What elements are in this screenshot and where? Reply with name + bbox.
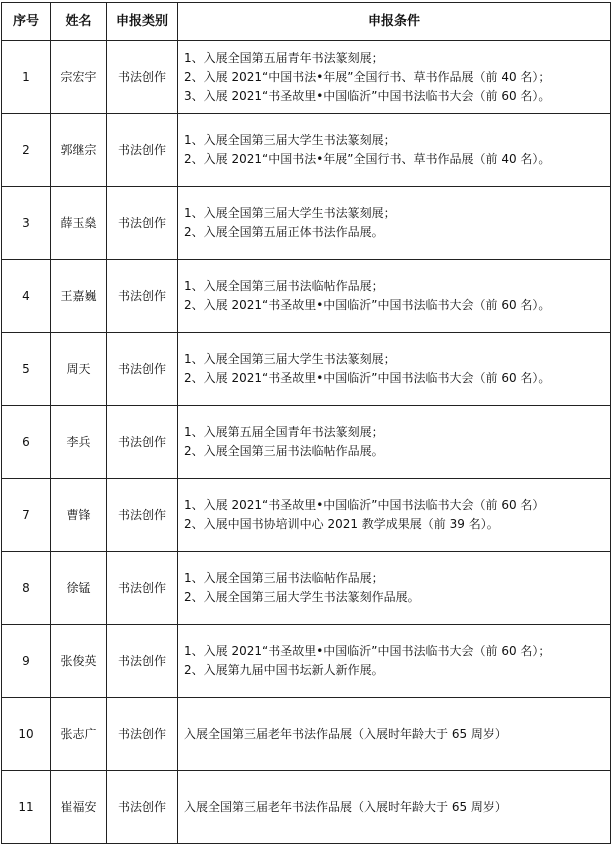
application-category: 书法创作 [107, 187, 178, 260]
applicant-name: 王嘉巍 [51, 260, 107, 333]
condition-line: 2、入展中国书协培训中心 2021 教学成果展（前 39 名）。 [184, 517, 499, 531]
condition-line: 入展全国第三届老年书法作品展（入展时年龄大于 65 周岁） [184, 726, 507, 741]
application-category: 书法创作 [107, 406, 178, 479]
row-number: 6 [2, 406, 51, 479]
application-conditions [178, 406, 611, 479]
condition-line: 2、入展全国第三届书法临帖作品展。 [184, 444, 384, 458]
row-number: 8 [2, 552, 51, 625]
application-category: 书法创作 [107, 114, 178, 187]
application-conditions [178, 41, 611, 114]
application-conditions [178, 552, 611, 625]
application-category: 书法创作 [107, 479, 178, 552]
row-number: 5 [2, 333, 51, 406]
applicant-name: 张俊英 [51, 625, 107, 698]
condition-line: 2、入展 2021“书圣故里•中国临沂”中国书法临书大会（前 60 名）。 [184, 298, 551, 312]
application-category: 书法创作 [107, 41, 178, 114]
table-row [2, 333, 611, 406]
application-conditions [178, 114, 611, 187]
application-conditions [178, 698, 611, 771]
application-conditions [178, 479, 611, 552]
application-conditions [178, 771, 611, 844]
condition-line: 1、入展 2021“书圣故里•中国临沂”中国书法临书大会（前 60 名）； [184, 644, 551, 658]
condition-line: 1、入展全国第三届书法临帖作品展； [184, 571, 384, 585]
application-conditions [178, 625, 611, 698]
row-number: 4 [2, 260, 51, 333]
application-conditions [178, 333, 611, 406]
table-row [2, 479, 611, 552]
applicant-name: 周天 [51, 333, 107, 406]
condition-line: 入展全国第三届老年书法作品展（入展时年龄大于 65 周岁） [184, 799, 507, 814]
applicant-name: 宗宏宇 [51, 41, 107, 114]
application-category: 书法创作 [107, 552, 178, 625]
table-row [2, 406, 611, 479]
condition-line: 2、入展全国第三届大学生书法篆刻作品展。 [184, 590, 420, 604]
condition-line: 1、入展全国第三届大学生书法篆刻展； [184, 206, 396, 220]
table-row [2, 187, 611, 260]
application-category: 书法创作 [107, 260, 178, 333]
applicant-name: 李兵 [51, 406, 107, 479]
condition-line: 2、入展全国第五届正体书法作品展。 [184, 225, 384, 239]
application-category: 书法创作 [107, 698, 178, 771]
table-row [2, 552, 611, 625]
condition-line: 2、入展 2021“中国书法•年展”全国行书、草书作品展（前 40 名）。 [184, 152, 551, 166]
table-row [2, 771, 611, 844]
table-row [2, 260, 611, 333]
row-number: 7 [2, 479, 51, 552]
condition-line: 3、入展 2021“书圣故里•中国临沂”中国书法临书大会（前 60 名）。 [184, 88, 551, 103]
row-number: 11 [2, 771, 51, 844]
condition-line: 1、入展全国第三届大学生书法篆刻展； [184, 133, 396, 147]
application-category: 书法创作 [107, 771, 178, 844]
condition-line: 2、入展 2021“书圣故里•中国临沂”中国书法临书大会（前 60 名）。 [184, 371, 551, 385]
applicant-name: 薛玉燊 [51, 187, 107, 260]
row-number: 2 [2, 114, 51, 187]
table-row [2, 41, 611, 114]
condition-line: 1、入展全国第五届青年书法篆刻展； [184, 50, 384, 65]
applicant-name: 曹锋 [51, 479, 107, 552]
row-number: 1 [2, 41, 51, 114]
condition-line: 2、入展 2021“中国书法•年展”全国行书、草书作品展（前 40 名）； [184, 69, 551, 84]
applicant-name: 崔福安 [51, 771, 107, 844]
application-conditions [178, 260, 611, 333]
table-row [2, 114, 611, 187]
header-name: 姓名 [51, 3, 107, 41]
header-conditions: 申报条件 [178, 3, 611, 41]
condition-line: 1、入展全国第三届书法临帖作品展； [184, 279, 384, 293]
condition-line: 1、入展第五届全国青年书法篆刻展； [184, 425, 384, 439]
row-number: 10 [2, 698, 51, 771]
application-conditions [178, 187, 611, 260]
applicant-name: 郭继宗 [51, 114, 107, 187]
table-body [2, 41, 611, 844]
condition-line: 1、入展 2021“书圣故里•中国临沂”中国书法临书大会（前 60 名） [184, 498, 545, 512]
application-category: 书法创作 [107, 333, 178, 406]
condition-line: 2、入展第九届中国书坛新人新作展。 [184, 663, 384, 677]
application-category: 书法创作 [107, 625, 178, 698]
header-row [2, 3, 611, 41]
row-number: 3 [2, 187, 51, 260]
table-row [2, 698, 611, 771]
applicant-table [1, 2, 611, 844]
condition-line: 1、入展全国第三届大学生书法篆刻展； [184, 352, 396, 366]
header-category: 申报类别 [107, 3, 178, 41]
applicant-name: 张志广 [51, 698, 107, 771]
table-row [2, 625, 611, 698]
row-number: 9 [2, 625, 51, 698]
applicant-name: 徐锰 [51, 552, 107, 625]
header-number: 序号 [2, 3, 51, 41]
